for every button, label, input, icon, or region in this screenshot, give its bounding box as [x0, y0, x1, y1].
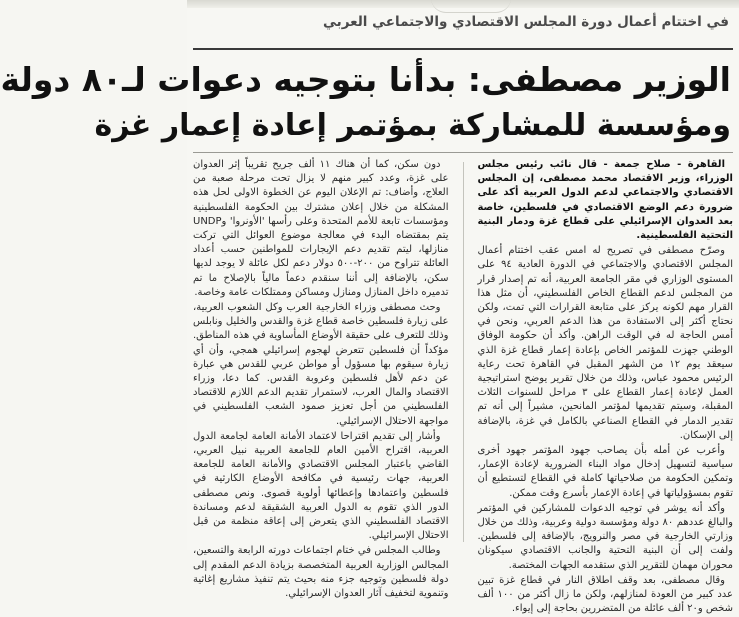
kicker-rule — [193, 48, 733, 50]
paragraph: وأعرب عن أمله بأن يصاحب جهود المؤتمر جهود أخرى سياسية لتسهيل إدخال مواد البناء الضرورية لإعادة الإعمار، وتمكين الحكومة من صلاحياتها كاملة في القطاع لتستطيع أن تقوم بمسؤولياتها في إعادة الإعمار بأسرع وقت ممكن. — [477, 445, 733, 499]
paragraph: وصرّح مصطفى في تصريح له امس عقب اختتام أعمال المجلس الاقتصادي والاجتماعي في الدورة العادية ٩٤ على المستوى الوزاري في مقر الجامعة العربية، أنه تم إصدار قرار من المجلس لدعم القطاع الخاص الفلسطيني، أن مثل هذا القرار مهم لكونه يركز على متابعة القرارات التي تمت، ولكن نحتاج أكثر إلى الاستفادة من هذا الدعم العربي، ونحن في أمس الحاجة له في الوقت الراهن. وأكد أن حكومة الوفاق الوطني جهزت للمؤتمر الخاص بإعادة إعمار قطاع غزة الذي سيعقد يوم ١٢ من الشهر المقبل في القاهرة تحت رعاية الرئيس محمود عباس، وذلك من خلال تقرير يوضح استراتيجية العمل لإعادة إعمار القطاع على ٣ مراحل للسنوات الثلاث المقبلة، وسيتم تقديمها لمؤتمر المانحين، مشيراً إلى أنه تم تقدير الدمار في القطاع الصناعي بالكامل في غزة، بالإضافة إلى الإسكان. — [477, 245, 733, 441]
paragraph: القاهرة - صلاح جمعة - قال نائب رئيس مجلس الوزراء، وزير الاقتصاد محمد مصطفى، إن المجلس الاقتصادي والاجتماعي لدعم الدول العربية أكد على ضرورة دعم الوضع الاقتصادي في فلسطين، خاصة بعد العدوان الإسرائيلي على قطاع غزة ودمار البنية التحتية الفلسطينية. — [477, 159, 733, 242]
masthead-stamp — [431, 0, 511, 13]
paragraph: وقال مصطفى، بعد وقف اطلاق النار في قطاع غزة تبين عدد كبير من العودة لمنازلهم، ولكن ما زال أكثر من ١٠٠ ألف شخص و٢٠ ألف عائلة من المتضررين بحاجة إلى إيواء. — [477, 574, 733, 615]
article-column-left — [193, 158, 449, 600]
headline-line-2: ومؤسسة للمشاركة بمؤتمر إعادة إعمار غزة — [94, 108, 731, 143]
paragraph: وأشار إلى تقديم اقتراحا لاعتماد الأمانة العامة لجامعة الدول العربية، اقتراح الأمين العام للجامعة العربية نبيل العربي، القاضي باعتبار المجلس الاقتصادي والأمانة العامة للجامعة العربية، جهات رئيسية في مكافحة الأوضاع الكارثية في فلسطين واعتمادها وإعطائها أولوية قصوى. ونص مصطفى الدور الذي تقوم به الدول العربية الشقيقة لدعم ومساندة الاقتصاد الفلسطيني الذي يتعرض إلى إعاقة منظمة من قبل الاحتلال الإسرائيلي. — [193, 430, 449, 542]
body-rule — [193, 152, 733, 153]
article-column-right — [477, 158, 733, 615]
headline-line-1: الوزير مصطفى: بدأنا بتوجيه دعوات لـ٨٠ دولة — [0, 60, 731, 99]
paragraph: وأكد أنه يوشر في توجيه الدعوات للمشاركين في المؤتمر والبالغ عددهم ٨٠ دولة ومؤسسة دولية وعربية، وذلك من خلال وزارتي الخارجية في مصر والنرويج، بالإضافة إلى فلسطين. ولفت إلى أن البنية التحتية والجانب الاقتصادي سيكونان محوران مهمان للتقرير الذي ستقدمه الجهات المختصة. — [477, 502, 733, 571]
column-divider — [463, 162, 464, 542]
paragraph: دون سكن، كما أن هناك ١١ ألف جريح تقريباً إثر العدوان على غزة، وعدد كبير منهم لا يزال تحت مرحلة صعبة من العلاج، وأضاف: تم الإعلان اليوم عن الخطوة الاولى لحل هذه المشكلة من خلال إعلان مشترك بين الحكومة الفلسطينية ومؤسسات تابعة للأمم المتحدة وعلى رأسها 'الأونروا' وUNDP يتم بمقتضاه البدء في معالجة موضوع العوائل التي تركت منازلها، ليتم تقديم دعم الإيجارات للمواطنين حسب أعداد العائلة تتراوح من ٢٠٠-٥٠٠ دولار دعم لكل عائلة لا يوجد لديها سكن، بالإضافة إلى أننا سنقدم دعماً مالياً بالإصلاح ما تم تدميره داخل المنازل ومنازل ومساكن وممتلكات عامة وخاصة. — [193, 159, 449, 298]
article-columns — [193, 158, 733, 615]
paragraph: وحث مصطفى وزراء الخارجية العرب وكل الشعوب العربية، على زيارة فلسطين خاصة قطاع غزة والقدس والخليل ونابلس وذلك للتعرف على حقيقة الأوضاع المأساوية في هذه المناطق. مؤكداً أن فلسطين تتعرض لهجوم إسرائيلي همجي، وأن أي زيارة سيقوم بها مسؤول أو مواطن عربي للقدس هي عبارة عن دعم لأهل فلسطين وعروبة القدس. كما دعا، وزراء الاقتصاد والمال العرب، لاستمرار تقديم الدعم اللازم للاقتصاد الفلسطيني من أجل تعزيز صمود الشعب الفلسطيني في مواجهة الاحتلال الإسرائيلي. — [193, 302, 449, 427]
kicker: في اختتام أعمال دورة المجلس الاقتصادي والاجتماعي العربي — [322, 14, 729, 30]
paragraph: وطالب المجلس في ختام اجتماعات دورته الرابعة والتسعين، المجالس الوزارية العربية المتخصصة بزيادة الدعم المقدم إلى دولة فلسطين وتوجيه جزء منه بحيث يتم تنفيذ مشاريع إغاثية وتنموية لتخفيف آثار العدوان الإسرائيلي. — [193, 545, 449, 600]
